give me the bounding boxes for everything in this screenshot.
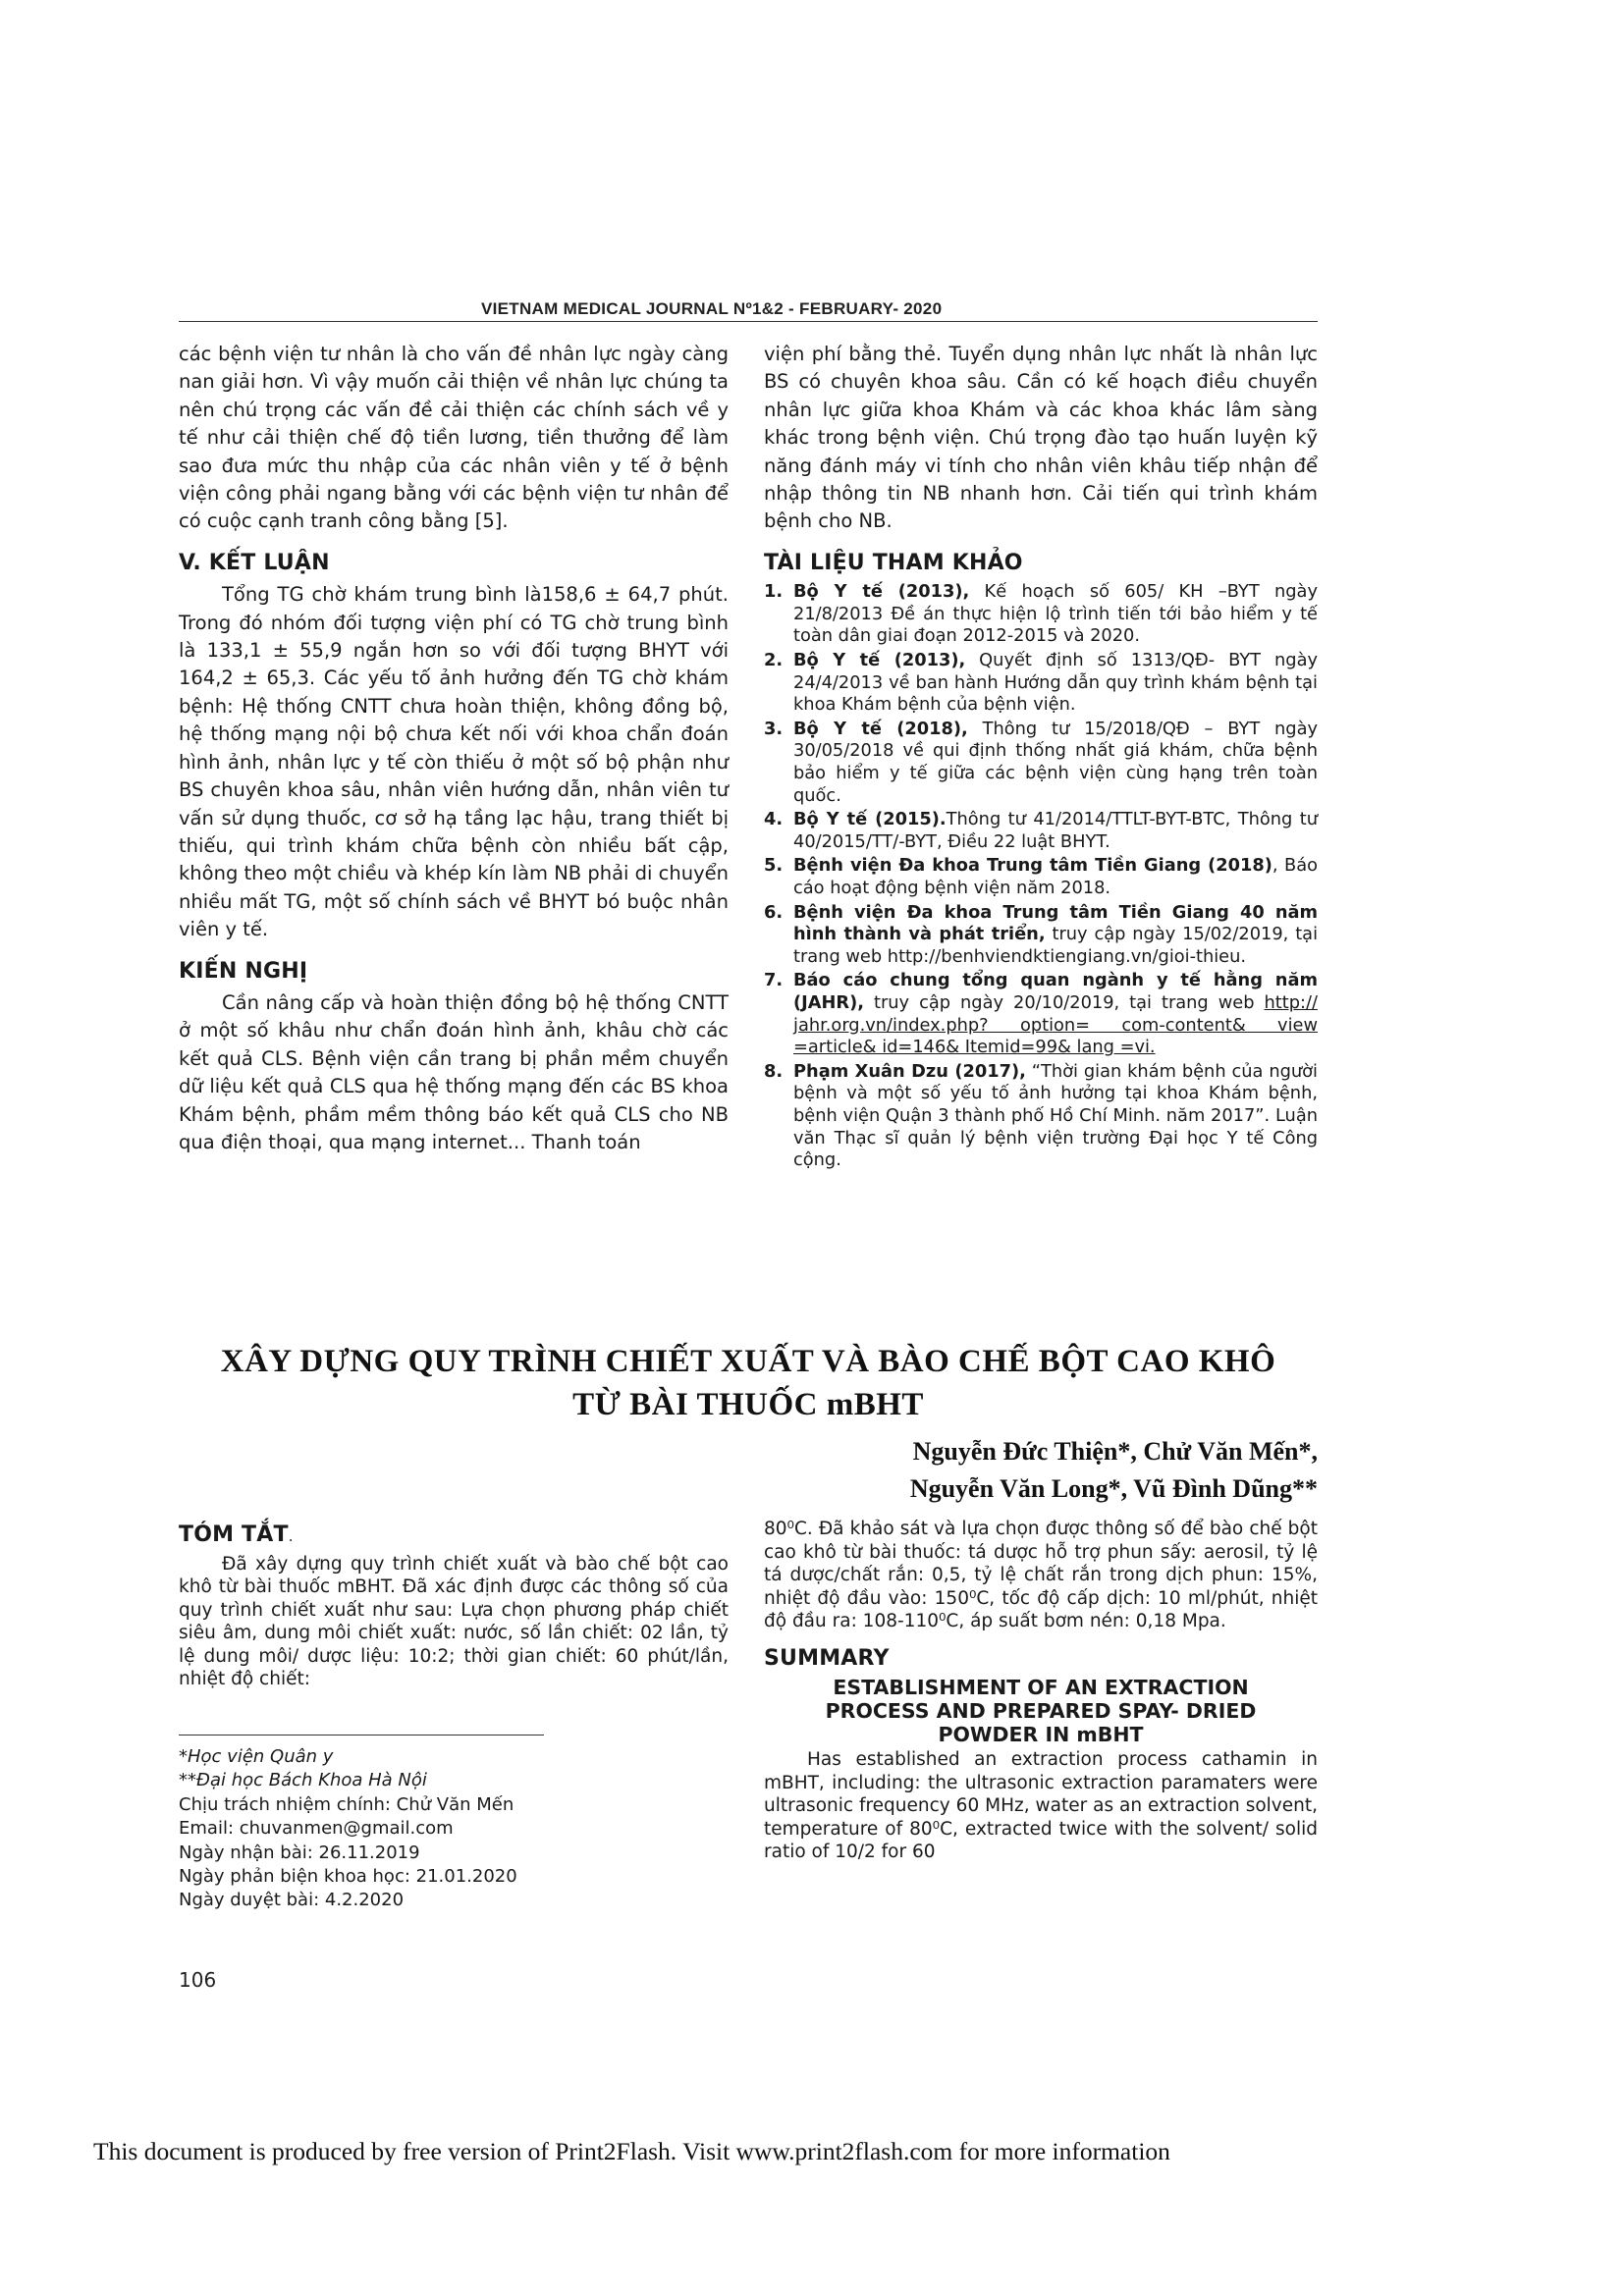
abstract-right-column [764,1518,1318,1864]
right-column [764,341,1318,1174]
footnotes [179,1745,517,1913]
reference-link[interactable]: http:// jahr.org.vn/index.php? option= com-content& view =article& id=146& Itemid=99& lang =vi. [793,991,1318,1058]
responsible-author: Chịu trách nhiệm chính: Chử Văn Mến [179,1793,514,1815]
reference-item: 8. Phạm Xuân Dzu (2017), “Thời gian khám bệnh của người bệnh và một số yếu tố ảnh hưởng tại khoa Khám bệnh, bệnh viện Quận 3 thành phố Hồ Chí Minh. năm 2017”. Luận văn Thạc sĩ quản lý bệnh viện trường Đại học Y tế Công cộng. [764,1060,1318,1171]
summary-heading: SUMMARY [764,1645,890,1671]
left-column [179,341,729,1156]
article-title [179,1340,1318,1426]
summary-subtitle: ESTABLISHMENT OF AN EXTRACTION PROCESS AND PREPARED SPAY- DRIED POWDER IN mBHT [825,1676,1257,1746]
reference-item: 4. Bộ Y tế (2015).Thông tư 41/2014/TTLT-BYT-BTC, Thông tư 40/2015/TT/-BYT, Điều 22 luật BHYT. [764,809,1318,852]
summary-paragraph: Has established an extraction process cathamin in mBHT, including: the ultrasonic extraction paramaters were ultrasonic frequency 60 MHz, water as an extraction solvent, temperature of 80⁰C, extracted twice with the solvent/ solid ratio of 10/2 for 60 [764,1749,1318,1862]
authors-line2: Nguyễn Văn Long*, Vũ Đình Dũng** [909,1474,1318,1503]
abstract-left-column [179,1523,729,1691]
reference-item: 7. Báo cáo chung tổng quan ngành y tế hằng năm (JAHR), truy cập ngày 20/10/2019, tại trang web http:// jahr.org.vn/index.php? option= com-content& view =article& id=146& Itemid=99& lang =vi. [764,970,1318,1058]
authors-line1: Nguyễn Đức Thiện*, Chử Văn Mến*, [912,1437,1318,1466]
contact-email: Email: chuvanmen@gmail.com [179,1818,454,1840]
reviewed-date: Ngày phản biện khoa học: 21.01.2020 [179,1866,517,1888]
running-head: VIETNAM MEDICAL JOURNAL Nº1&2 - FEBRUARY- 2020 [481,299,943,318]
reference-item: 6. Bệnh viện Đa khoa Trung tâm Tiền Giang 40 năm hình thành và phát triển, truy cập ngày 15/02/2019, tại trang web http://benhviendktiengiang.vn/gioi-thieu. [764,901,1319,967]
reference-item: 3. Bộ Y tế (2018), Thông tư 15/2018/QĐ – BYT ngày 30/05/2018 về qui định thống nhất giá khám, chữa bệnh bảo hiểm y tế giữa các bệnh viện cùng hạng trên toàn quốc. [764,718,1318,806]
intro-paragraph: các bệnh viện tư nhân là cho vấn đề nhân lực ngày càng nan giải hơn. Vì vậy muốn cải thiện về nhân lực chúng ta nên chú trọng các vấn đề cải thiện các chính sách về y tế như cải thiện chế độ tiền lương, tiền thưởng để làm sao đưa mức thu nhập của các nhân viên y tế ở bệnh viện công phải ngang bằng với các bệnh viện tư nhân để có cuộc cạnh tranh công bằng [5]. [179,343,729,533]
author-list [910,1433,1318,1508]
reference-list [764,581,1318,1171]
abstract-continued: 80⁰C. Đã khảo sát và lựa chọn được thông số để bào chế bột cao khô từ bài thuốc: tá dược hỗ trợ phun sấy: aerosil, tỷ lệ tá dược/chất rắn: 0,5, tỷ lệ chất rắn trong dịch phun: 15%, nhiệt độ đầu vào: 150⁰C, tốc độ cấp dịch: 10 ml/phút, nhiệt độ đầu ra: 108-110⁰C, áp suất bơm nén: 0,18 Mpa. [764,1519,1318,1631]
conclusion-heading: V. KẾT LUẬN [179,550,330,575]
conclusion-paragraph: Tổng TG chờ khám trung bình là158,6 ± 64,7 phút. Trong đó nhóm đối tượng viện phí có TG chờ trung bình là 133,1 ± 55,9 ngắn hơn so với đối tượng BHYT với 164,2 ± 65,3. Các yếu tố ảnh hưởng đến TG chờ khám bệnh: Hệ thống CNTT chưa hoàn thiện, không đồng bộ, hệ thống mạng nội bộ chưa kết nối với khoa chẩn đoán hình ảnh, nhân lực y tế còn thiếu ở một số bộ phận như BS chuyên khoa sâu, nhân viên hướng dẫn, nhân viên tư vấn sử dụng thuốc, cơ sở hạ tầng lạc hậu, trang thiết bị thiếu, qui trình khám chữa bệnh còn nhiều bất cập, không theo một chiều và khép kín làm NB phải di chuyển nhiều mất TG, một số chính sách về BHYT bó buộc nhân viên y tế. [179,583,730,941]
article-title-line1: XÂY DỰNG QUY TRÌNH CHIẾT XUẤT VÀ BÀO CHẾ BỘT CAO KHÔ [220,1344,1276,1379]
abstract-heading: TÓM TẮT. [179,1522,294,1547]
affiliation-1: *Học viện Quân y [179,1746,334,1767]
page-number: 106 [179,1968,217,1992]
recommendation-heading: KIẾN NGHỊ [179,958,308,984]
continued-paragraph: viện phí bằng thẻ. Tuyển dụng nhân lực nhất là nhân lực BS có chuyên khoa sâu. Cần có kế hoạch điều chuyển nhân lực giữa khoa Khám và các khoa khác lâm sàng khác trong bệnh viện. Chú trọng đào tạo huấn luyện kỹ năng đánh máy vi tính cho nhân viên khâu tiếp nhận để nhập thông tin NB nhanh hơn. Cải tiến qui trình khám bệnh cho NB. [764,343,1318,533]
article-title-line2: TỪ BÀI THUỐC mBHT [572,1387,924,1422]
abstract-paragraph: Đã xây dựng quy trình chiết xuất và bào chế bột cao khô từ bài thuốc mBHT. Đã xác định được các thông số của quy trình chiết xuất như sau: Lựa chọn phương pháp chiết siêu âm, dung môi chiết xuất: nước, số lần chiết: 02 lần, tỷ lệ dung môi/ dược liệu: 10:2; thời gian chiết: 60 phút/lần, nhiệt độ chiết: [179,1553,729,1689]
affiliation-2: **Đại học Bách Khoa Hà Nội [179,1770,427,1791]
received-date: Ngày nhận bài: 26.11.2019 [179,1842,420,1863]
reference-item: 5. Bệnh viện Đa khoa Trung tâm Tiền Giang (2018), Báo cáo hoạt động bệnh viện năm 2018. [764,855,1319,898]
header-rule [179,321,1318,322]
references-heading: TÀI LIỆU THAM KHẢO [764,550,1023,575]
approved-date: Ngày duyệt bài: 4.2.2020 [179,1890,405,1911]
reference-item: 1. Bộ Y tế (2013), Kế hoạch số 605/ KH –BYT ngày 21/8/2013 Đề án thực hiện lộ trình tiến tới bảo hiểm y tế toàn dân giai đoạn 2012-2015 và 2020. [764,581,1318,647]
recommendation-paragraph: Cần nâng cấp và hoàn thiện đồng bộ hệ thống CNTT ở một số khâu như chẩn đoán hình ảnh, khâu chờ các kết quả CLS. Bệnh viện cần trang bị phần mềm chuyển dữ liệu kết quả CLS qua hệ thống mạng đến các BS khoa Khám bệnh, phầm mềm thông báo kết quả CLS cho NB qua điện thoại, qua mạng internet... Thanh toán [179,990,729,1153]
reference-item: 2. Bộ Y tế (2013), Quyết định số 1313/QĐ- BYT ngày 24/4/2013 về ban hành Hướng dẫn quy trình khám bệnh tại khoa Khám bệnh của bệnh viện. [764,650,1318,716]
print-banner: This document is produced by free version of Print2Flash. Visit www.print2flash.com for more information [93,2137,1170,2165]
